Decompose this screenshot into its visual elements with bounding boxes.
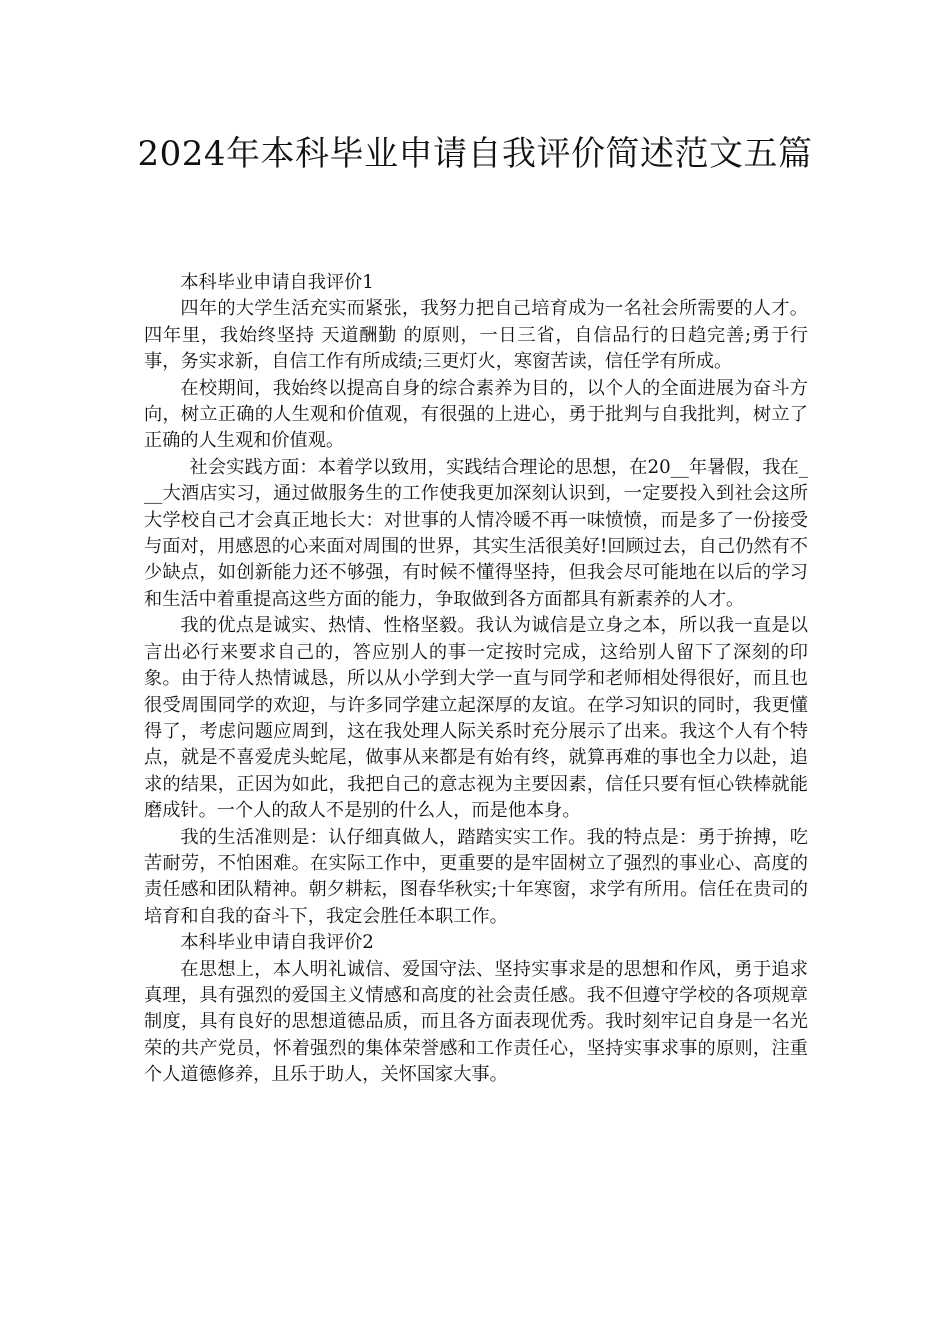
paragraph: 四年的大学生活充实而紧张，我努力把自己培育成为一名社会所需要的人才。四年里，我始终坚持 天道酬勤 的原则，一日三省，自信品行的日趋完善;勇于行事，务实求新，自信工作有所成绩;三更灯火，寒窗苦读，信任学有所成。 xyxy=(144,298,808,373)
paragraph: 在思想上，本人明礼诚信、爱国守法、坚持实事求是的思想和作风，勇于追求真理，具有强烈的爱国主义情感和高度的社会责任感。我不但遵守学校的各项规章制度，具有良好的思想道德品质，而且各方面表现优秀。我时刻牢记自身是一名光荣的共产党员，怀着强烈的集体荣誉感和工作责任心，坚持实事求事的原则，注重个人道德修养，且乐于助人，关怀国家大事。 xyxy=(144,958,808,1086)
paragraph: 我的优点是诚实、热情、性格坚毅。我认为诚信是立身之本，所以我一直是以言出必行来要求自己的，答应别人的事一定按时完成，这给别人留下了深刻的印象。由于待人热情诚恳，所以从小学到大学一直与同学和老师相处得很好，而且也很受周围同学的欢迎，与许多同学建立起深厚的友谊。在学习知识的同时，我更懂得了，考虑问题应周到，这在我处理人际关系时充分展示了出来。我这个人有个特点，就是不喜爱虎头蛇尾，做事从来都是有始有终，就算再难的事也全力以赴，追求的结果，正因为如此，我把自己的意志视为主要因素，信任只要有恒心铁棒就能磨成针。一个人的敌人不是别的什么人，而是他本身。 xyxy=(144,615,808,822)
document-body xyxy=(144,270,808,1089)
paragraph: 在校期间，我始终以提高自身的综合素养为目的，以个人的全面进展为奋斗方向，树立正确的人生观和价值观，有很强的上进心，勇于批判与自我批判，树立了正确的人生观和价值观。 xyxy=(144,377,808,452)
paragraph: 社会实践方面：本着学以致用，实践结合理论的思想，在20__年暑假，我在___大酒店实习，通过做服务生的工作使我更加深刻认识到，一定要投入到社会这所大学校自己才会真正地长大：对世事的人情冷暖不再一味愤愤，而是多了一份接受与面对，用感恩的心来面对周围的世界，其实生活很美好!回顾过去，自己仍然有不少缺点，如创新能力还不够强，有时候不懂得坚持，但我会尽可能地在以后的学习和生活中着重提高这些方面的能力，争取做到各方面都具有新素养的人才。 xyxy=(144,456,808,610)
document-title: 2024年本科毕业申请自我评价简述范文五篇 xyxy=(137,134,813,174)
section-heading-1: 本科毕业申请自我评价1 xyxy=(180,272,374,293)
section-heading-2: 本科毕业申请自我评价2 xyxy=(180,932,374,954)
paragraph: 我的生活准则是：认仔细真做人，踏踏实实工作。我的特点是：勇于拚搏，吃苦耐劳，不怕困难。在实际工作中，更重要的是牢固树立了强烈的事业心、高度的责任感和团队精神。朝夕耕耘，图春华秋实;十年寒窗，求学有所用。信任在贵司的培育和自我的奋斗下，我定会胜任本职工作。 xyxy=(144,826,808,927)
